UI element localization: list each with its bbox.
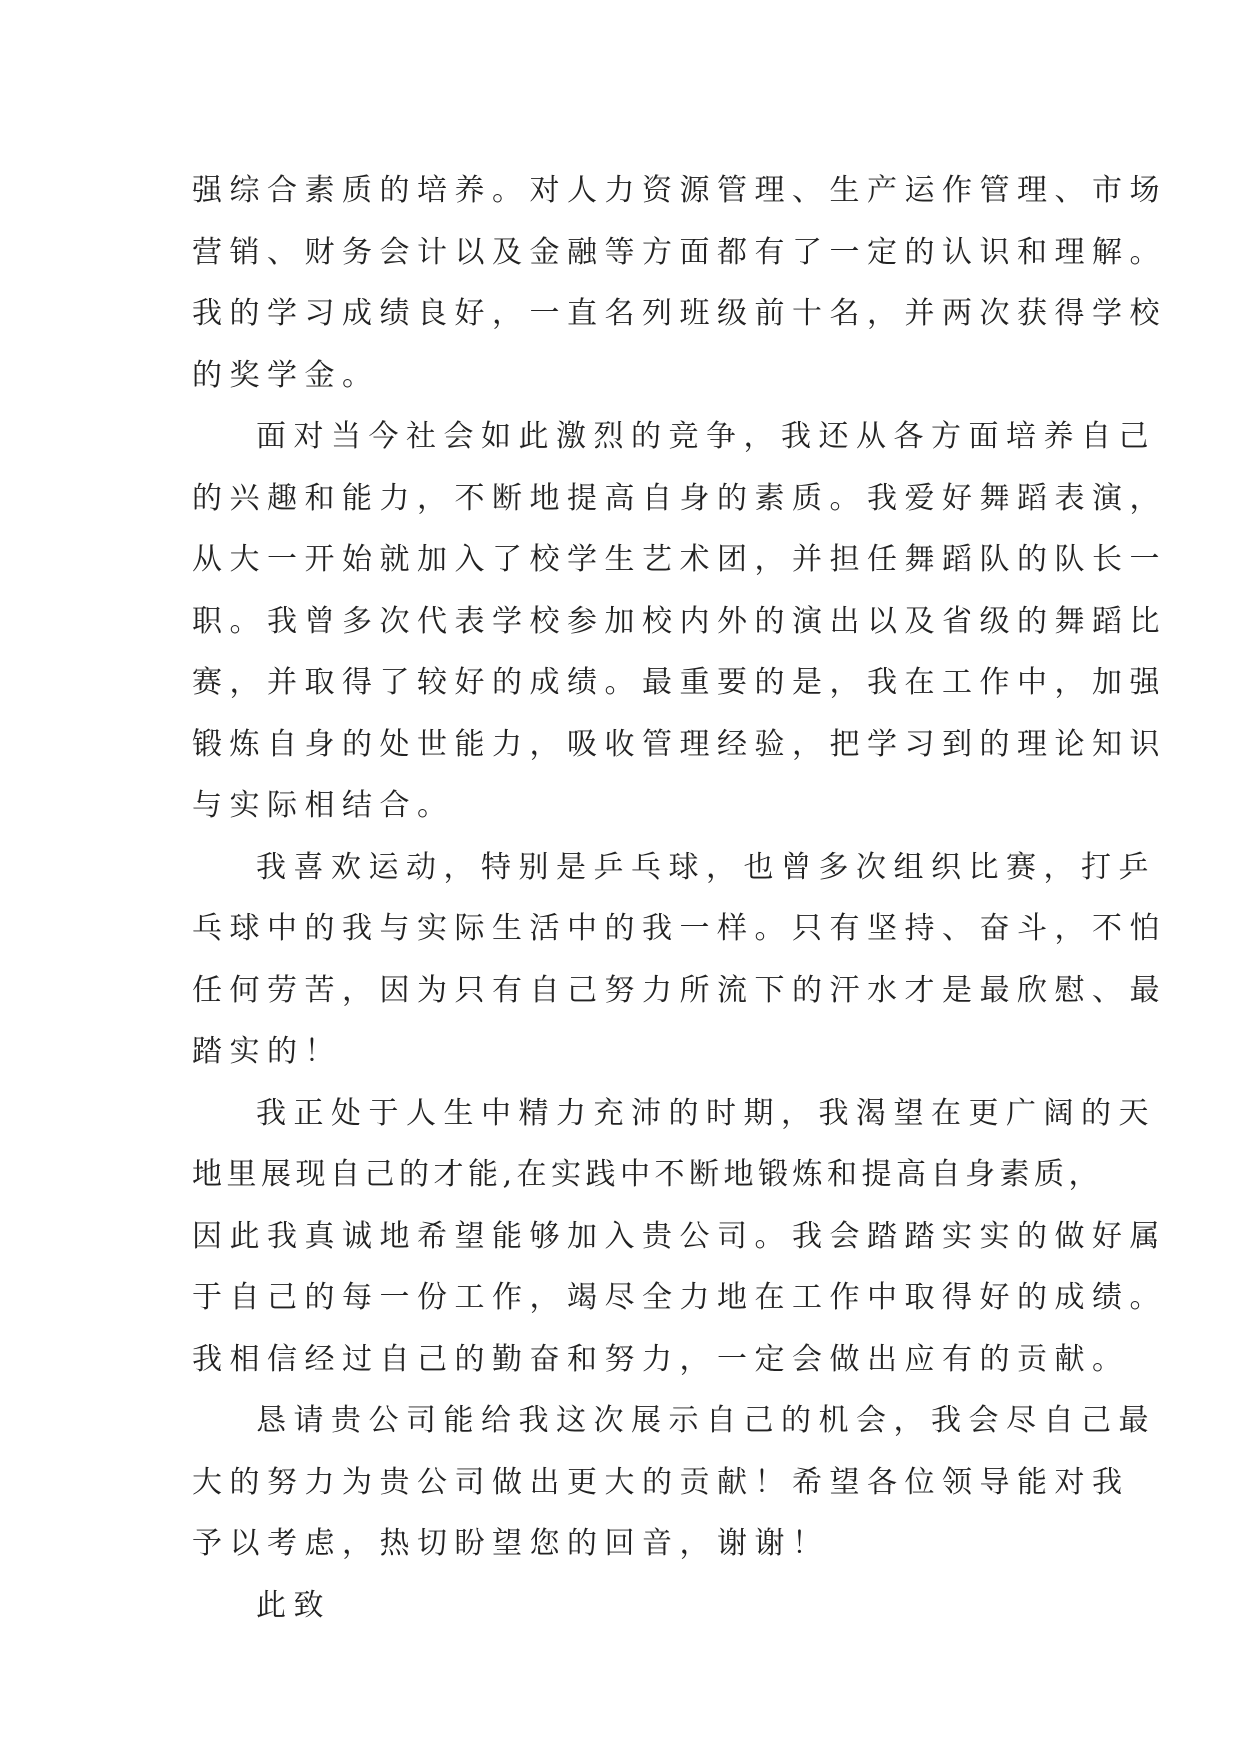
text-line: 此致 xyxy=(256,1587,331,1623)
text-line: 营销、财务会计以及金融等方面都有了一定的认识和理解。 xyxy=(192,234,1167,270)
text-line: 乓球中的我与实际生活中的我一样。只有坚持、奋斗，不怕 xyxy=(192,911,1167,946)
text-line: 强综合素质的培养。对人力资源管理、生产运作管理、市场 xyxy=(192,173,1167,208)
text-line: 因此我真诚地希望能够加入贵公司。我会踏踏实实的做好属 xyxy=(192,1218,1167,1254)
text-line: 恳请贵公司能给我这次展示自己的机会，我会尽自己最 xyxy=(256,1403,1156,1438)
text-line: 与实际相结合。 xyxy=(192,788,455,823)
text-line: 赛，并取得了较好的成绩。最重要的是，我在工作中，加强 xyxy=(192,665,1167,700)
text-line: 锻炼自身的处世能力，吸收管理经验，把学习到的理论知识 xyxy=(192,726,1167,762)
text-line: 任何劳苦，因为只有自己努力所流下的汗水才是最欣慰、最 xyxy=(192,972,1167,1008)
text-line: 我正处于人生中精力充沛的时期，我渴望在更广阔的天 xyxy=(256,1095,1156,1131)
text-line: 的兴趣和能力，不断地提高自身的素质。我爱好舞蹈表演， xyxy=(192,480,1167,516)
text-line: 我喜欢运动，特别是乒乓球，也曾多次组织比赛，打乒 xyxy=(256,849,1156,885)
text-line: 我相信经过自己的勤奋和努力，一定会做出应有的贡献。 xyxy=(192,1341,1130,1377)
text-line: 的奖学金。 xyxy=(192,357,380,393)
text-line: 踏实的！ xyxy=(192,1034,342,1069)
text-line: 我的学习成绩良好，一直名列班级前十名，并两次获得学校 xyxy=(192,296,1167,331)
text-line: 地里展现自己的才能,在实践中不断地锻炼和提高自身素质， xyxy=(192,1157,1104,1192)
letter-body xyxy=(192,160,1167,1636)
text-line: 从大一开始就加入了校学生艺术团，并担任舞蹈队的队长一 xyxy=(192,542,1167,577)
text-line: 职。我曾多次代表学校参加校内外的演出以及省级的舞蹈比 xyxy=(192,603,1167,639)
text-line: 面对当今社会如此激烈的竞争，我还从各方面培养自己 xyxy=(256,419,1156,454)
text-line: 于自己的每一份工作，竭尽全力地在工作中取得好的成绩。 xyxy=(192,1280,1167,1315)
text-line: 予以考虑，热切盼望您的回音，谢谢！ xyxy=(192,1526,830,1561)
text-line: 大的努力为贵公司做出更大的贡献！希望各位领导能对我 xyxy=(192,1464,1130,1500)
